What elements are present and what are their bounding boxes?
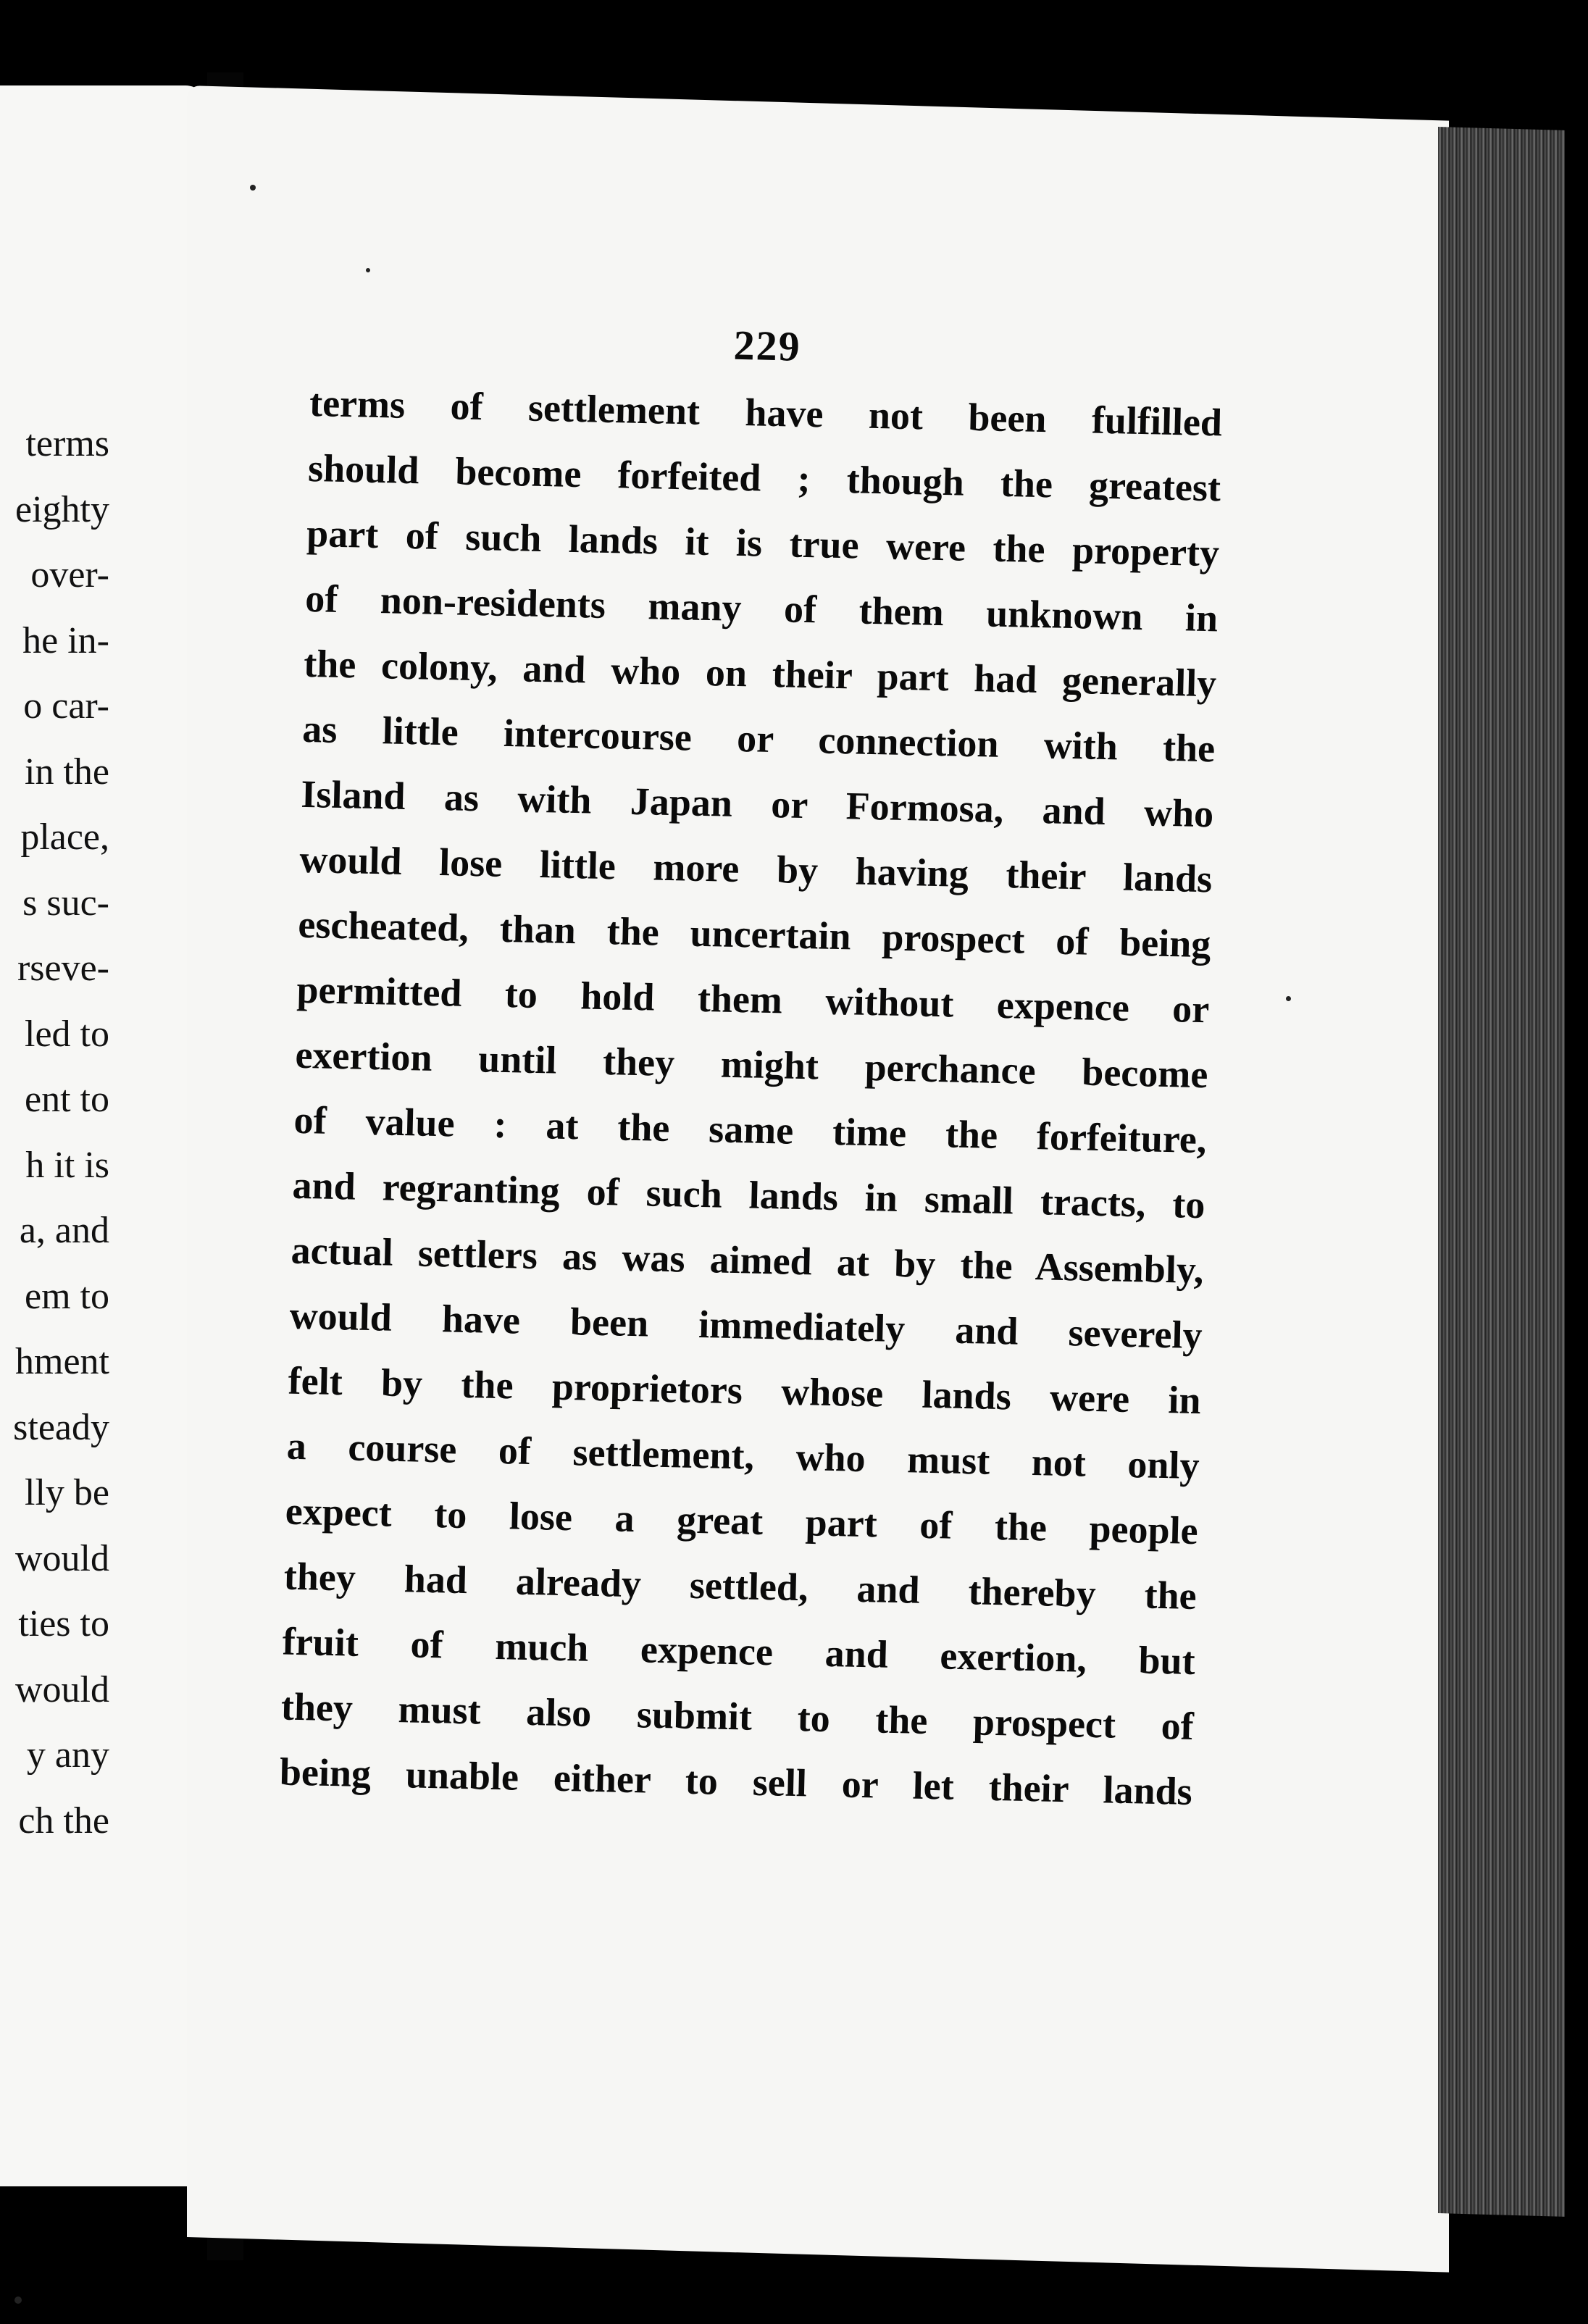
left-page-text bbox=[13, 411, 109, 1854]
left-line: y any bbox=[26, 1734, 109, 1776]
text-line: would have been immediately and severely bbox=[289, 1293, 1203, 1358]
left-line: a, and bbox=[19, 1210, 109, 1251]
left-line: ties to bbox=[18, 1603, 109, 1644]
ink-speck bbox=[1286, 996, 1291, 1001]
text-line: escheated, than the uncertain prospect of being bbox=[297, 902, 1211, 966]
ink-speck bbox=[366, 268, 370, 272]
left-line: h it is bbox=[25, 1144, 109, 1186]
text-line: would lose little more by having their lands bbox=[298, 837, 1213, 901]
left-line: ch the bbox=[18, 1800, 109, 1842]
text-line: terms of settlement have not been fulfilled bbox=[309, 380, 1223, 445]
left-line: eighty bbox=[15, 488, 109, 530]
text-line: being unable either to sell or let their lands bbox=[279, 1750, 1193, 1813]
text-line: exertion until they might perchance become bbox=[294, 1032, 1208, 1097]
text-line: permitted to hold them without expence or bbox=[296, 967, 1210, 1032]
page-fore-edge bbox=[1438, 127, 1565, 2217]
text-line: as little intercourse or connection with the bbox=[301, 706, 1216, 771]
body-text bbox=[279, 370, 1223, 1824]
ink-speck bbox=[250, 185, 256, 191]
text-line: of value : at the same time the forfeiture, bbox=[293, 1098, 1208, 1162]
left-line: o car- bbox=[23, 685, 109, 727]
left-line: s suc- bbox=[22, 882, 109, 924]
text-line: actual settlers as was aimed at by the Assembly, bbox=[291, 1228, 1205, 1292]
left-line: hment bbox=[15, 1341, 109, 1382]
left-line: em to bbox=[25, 1275, 109, 1317]
left-line: led to bbox=[25, 1013, 109, 1055]
text-line: should become forfeited ; though the greatest bbox=[307, 446, 1221, 510]
left-line: would bbox=[15, 1537, 109, 1579]
left-facing-page bbox=[0, 85, 207, 2186]
page-content bbox=[279, 312, 1224, 1824]
left-line: ent to bbox=[25, 1079, 109, 1120]
left-line: in the bbox=[25, 751, 109, 793]
left-line: steady bbox=[13, 1406, 109, 1448]
text-line: expect to lose a great part of the people bbox=[285, 1489, 1199, 1553]
text-line: a course of settlement, who must not only bbox=[286, 1424, 1200, 1488]
text-line: Island as with Japan or Formosa, and who bbox=[300, 772, 1214, 836]
ink-speck bbox=[14, 2296, 22, 2304]
page-number: 229 bbox=[732, 321, 802, 370]
left-line: terms bbox=[25, 423, 109, 464]
left-line: lly be bbox=[25, 1472, 109, 1513]
left-line: he in- bbox=[22, 619, 109, 661]
text-line: part of such lands it is true were the property bbox=[306, 511, 1220, 575]
text-line: they must also submit to the prospect of bbox=[280, 1684, 1195, 1749]
left-line: place, bbox=[20, 816, 109, 858]
text-line: of non-residents many of them unknown in bbox=[304, 576, 1219, 640]
text-line: the colony, and who on their part had generally bbox=[303, 641, 1217, 706]
text-line: fruit of much expence and exertion, but bbox=[282, 1619, 1196, 1684]
text-line: felt by the proprietors whose lands were in bbox=[288, 1358, 1202, 1423]
left-line: over- bbox=[30, 554, 109, 595]
left-line: would bbox=[15, 1668, 109, 1710]
text-line: they had already settled, and thereby the bbox=[283, 1554, 1198, 1618]
left-line: rseve- bbox=[17, 948, 109, 989]
text-line: and regranting of such lands in small tracts, to bbox=[292, 1163, 1206, 1227]
